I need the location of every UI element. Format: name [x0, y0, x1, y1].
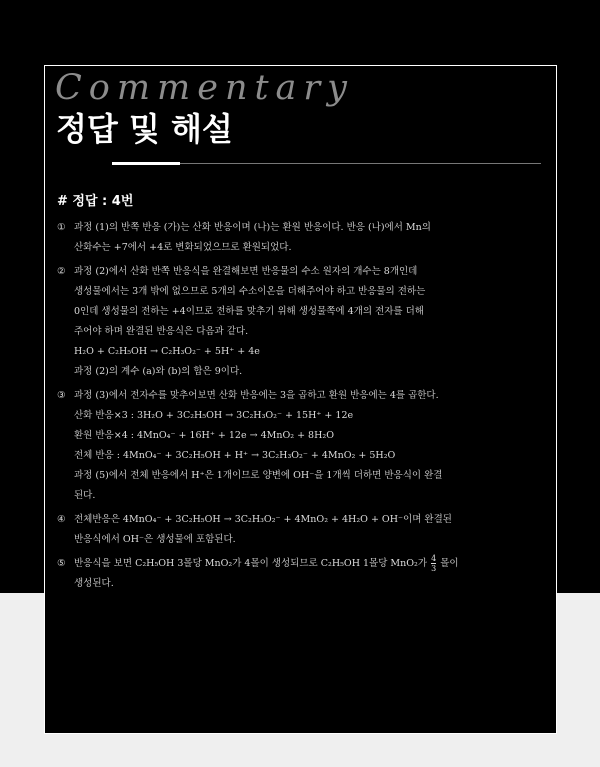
- item-line: 생성된다.: [74, 578, 114, 589]
- item-line: 산화수는 +7에서 +4로 변화되었으므로 환원되었다.: [74, 242, 292, 253]
- item-number: ③: [57, 390, 66, 401]
- item-line: 반응식에서 OH⁻은 생성물에 포함된다.: [74, 534, 236, 545]
- equation-line: 산화 반응×3 : 3H₂O + 3C₂H₅OH → 3C₂H₃O₂⁻ + 15H⁺ + 12e: [74, 410, 354, 421]
- item-number: ④: [57, 514, 66, 525]
- equation-line: H₂O + C₂H₅OH → C₂H₃O₂⁻ + 5H⁺ + 4e: [74, 346, 260, 357]
- item-line: 주어야 하며 완결된 반응식은 다음과 같다.: [74, 326, 249, 337]
- explanation-item-5: [57, 554, 545, 594]
- explanation-item-1: [57, 218, 545, 258]
- explanation-body: [57, 218, 545, 598]
- item-line: 과정 (3)에서 전자수를 맞추어보면 산화 반응에는 3을 곱하고 환원 반응에는 4를 곱한다.: [74, 390, 439, 401]
- item-line: 0인데 생성물의 전하는 +4이므로 전하를 맞추기 위해 생성물쪽에 4개의 전자를 더해: [74, 306, 424, 317]
- item-line: 과정 (2)에서 산화 반쪽 반응식을 완결해보면 반응물의 수소 원자의 개수는 8개인데: [74, 266, 418, 277]
- answer-heading: # 정답 : 4번: [57, 194, 134, 209]
- commentary-card: [44, 65, 557, 734]
- equation-line: 전체 반응 : 4MnO₄⁻ + 3C₂H₅OH + H⁺ → 3C₂H₃O₂⁻ + 4MnO₂ + 5H₂O: [74, 450, 396, 461]
- equation-line: 과정 (5)에서 전체 반응에서 H⁺은 1개이므로 양변에 OH⁻을 1개씩 더하면 반응식이 완결: [74, 470, 443, 481]
- item-line: 과정 (1)의 반쪽 반응 (가)는 산화 반응이며 (나)는 환원 반응이다. 반응 (나)에서 Mn의: [74, 222, 431, 233]
- title-underline-accent: [112, 162, 180, 165]
- item-line: 전체반응은 4MnO₄⁻ + 3C₂H₅OH → 3C₂H₃O₂⁻ + 4MnO₂ + 4H₂O + OH⁻이며 완결된: [74, 514, 452, 525]
- fraction: [431, 554, 436, 573]
- equation-line: 된다.: [74, 490, 96, 501]
- page-title: 정답 및 해설: [56, 110, 233, 148]
- equation-line: 과정 (2)의 계수 (a)와 (b)의 합은 9이다.: [74, 366, 243, 377]
- item-line-text: 반응식을 보면 C₂H₅OH 3몰당 MnO₂가 4몰이 생성되므로 C₂H₅OH 1몰당 MnO₂가: [74, 558, 428, 569]
- fraction-numerator: 4: [431, 554, 437, 563]
- title-divider: [180, 163, 541, 164]
- equation-line: 환원 반응×4 : 4MnO₄⁻ + 16H⁺ + 12e → 4MnO₂ + 8H₂O: [74, 430, 334, 441]
- item-number: ①: [57, 222, 66, 233]
- script-title: Commentary: [55, 68, 354, 108]
- item-line: 생성물에서는 3개 밖에 없으므로 5개의 수소이온을 더해주어야 하고 반응물의 전하는: [74, 286, 426, 297]
- explanation-item-2: [57, 262, 545, 382]
- item-line: [74, 554, 545, 574]
- item-number: ⑤: [57, 558, 66, 569]
- item-line-text: 몰이: [440, 558, 459, 569]
- fraction-denominator: 3: [431, 564, 437, 573]
- explanation-item-3: [57, 386, 545, 506]
- item-number: ②: [57, 266, 66, 277]
- explanation-item-4: [57, 510, 545, 550]
